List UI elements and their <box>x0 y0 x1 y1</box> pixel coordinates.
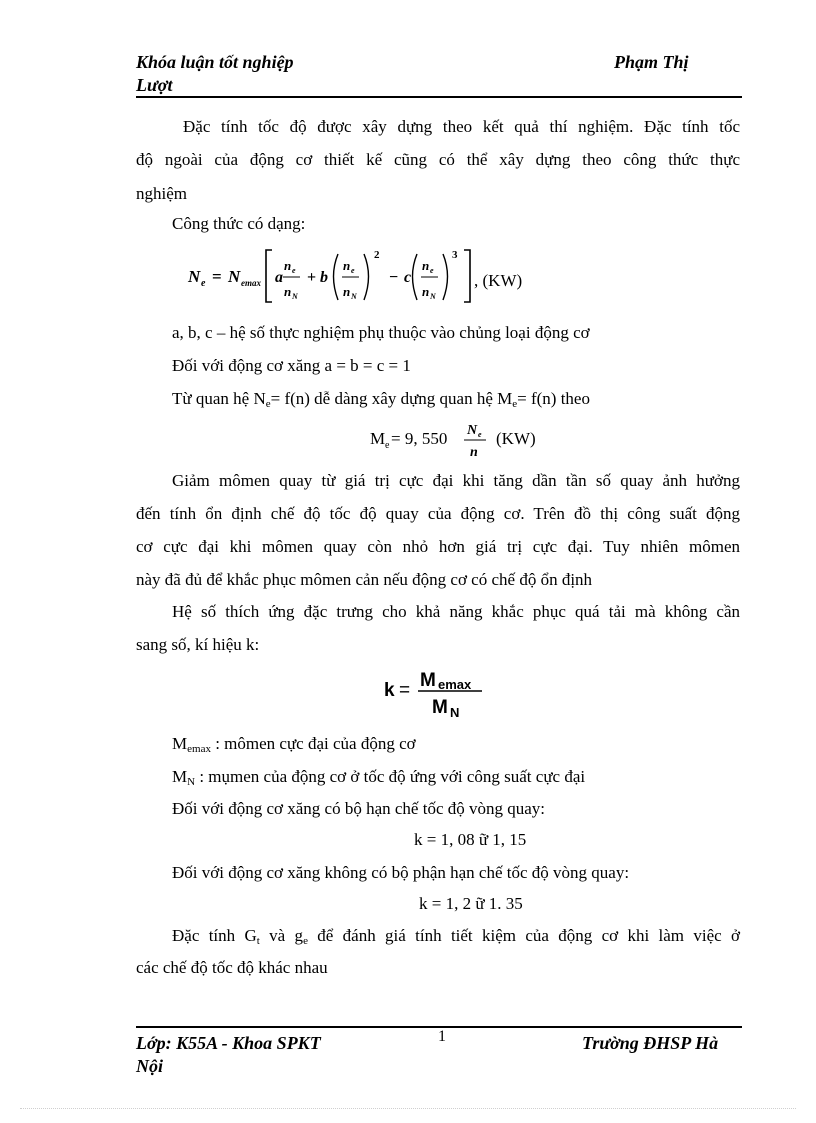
definition-mn: $M_N$ : mụmen của động cơ ở tốc độ ứng với công suất cực đại <box>172 767 586 788</box>
f2-unit: (KW) <box>496 429 536 448</box>
paragraph-3-line-1: Hệ số thích ứng đặc trưng cho khả năng khắc phục quá tải mà không cần <box>172 602 740 621</box>
paragraph-4-line-1: Đặc tính $G_t$ và $g_e$ để đánh giá tính tiết kiệm của động cơ khi làm việc ở <box>172 926 740 947</box>
footer-class-info: Lớp: K55A - Khoa SPKT <box>136 1033 321 1053</box>
f1-exp2: 2 <box>374 249 380 261</box>
paragraph-2-line-3: cơ cực đại khi mômen quay còn nhỏ hơn giá trị cực đại. Tuy nhiên mômen <box>136 537 740 556</box>
paragraph-4-line-2: các chế độ tốc độ khác nhau <box>136 958 328 977</box>
f3-num: M <box>420 670 436 691</box>
header-author-wrap: Lượt <box>136 75 173 95</box>
svg-text:=: = <box>399 680 411 701</box>
f1-coef-a: a <box>275 269 283 286</box>
petrol-coefficient-note: Đối với động cơ xăng a = b = c = 1 <box>172 356 411 375</box>
svg-text:+: + <box>307 269 317 286</box>
f1-frac1-num: n <box>284 258 292 273</box>
torque-formula-graphic <box>370 418 560 462</box>
svg-text:e: e <box>292 266 296 275</box>
svg-text:e: e <box>430 266 434 275</box>
k-range-without-limiter: k = 1, 2 ữ 1. 35 <box>419 894 523 913</box>
torque-formula <box>370 418 560 467</box>
f1-coef-b: b <box>320 269 328 286</box>
f1-frac2-den: n <box>343 284 351 299</box>
f1-frac2-num: n <box>343 258 351 273</box>
formula-intro: Công thức có dạng: <box>172 214 306 233</box>
svg-text:=: = <box>212 267 222 286</box>
adaptation-formula-graphic <box>382 663 492 721</box>
paragraph-2-line-1: Giảm mômen quay từ giá trị cực đại khi tăng dần tần số quay ảnh hưởng <box>172 471 740 490</box>
f2-rhs: = 9, 550 <box>391 429 448 448</box>
page-number: 1 <box>438 1028 446 1045</box>
f2-num: N <box>467 423 478 438</box>
paragraph-1-line-3: nghiệm <box>136 184 187 203</box>
f1-unit: , (KW) <box>474 271 523 290</box>
svg-text:N: N <box>430 292 436 301</box>
power-formula <box>186 244 526 313</box>
footer-university: Trường ĐHSP Hà <box>582 1033 719 1053</box>
relation-line: Từ quan hệ $N_e= f(n)$ dễ dàng xây dựng quan hệ $M_e= f(n)$ theo <box>172 389 590 410</box>
footer-class-info-wrap: Nội <box>136 1056 163 1076</box>
svg-text:−: − <box>389 269 399 286</box>
f1-nmax-sub: emax <box>241 278 261 288</box>
svg-text:N: N <box>351 292 357 301</box>
definition-memax: $M_{emax}$ : mômen cực đại của động cơ <box>172 734 416 755</box>
f2-lhs: M <box>370 429 386 448</box>
f1-frac1-den: n <box>284 284 292 299</box>
f2-den: n <box>470 445 478 460</box>
f1-nmax: N <box>228 267 241 286</box>
header-thesis-title: Khóa luận tốt nghiệp <box>136 52 294 72</box>
svg-text:N: N <box>292 292 298 301</box>
with-limiter-note: Đối với động cơ xăng có bộ hạn chế tốc độ vòng quay: <box>172 799 546 818</box>
coefficient-note: a, b, c – hệ số thực nghiệm phụ thuộc vào chủng loại động cơ <box>172 323 590 342</box>
f2-lhs-sub: e <box>385 440 390 451</box>
paragraph-1-line-2: độ ngoài của động cơ thiết kế cũng có thể xây dựng theo công thức thực <box>136 150 740 169</box>
paragraph-2-line-4: này đã đủ để khắc phục mômen cản nếu động cơ có chế độ ổn định <box>136 570 593 589</box>
f3-num-sub: emax <box>438 677 472 692</box>
f1-frac3-den: n <box>422 284 430 299</box>
f3-den-sub: N <box>450 705 460 720</box>
without-limiter-note: Đối với động cơ xăng không có bộ phận hạn chế tốc độ vòng quay: <box>172 863 630 882</box>
header-rule <box>136 96 742 98</box>
f1-frac3-num: n <box>422 258 430 273</box>
svg-text:e: e <box>351 266 355 275</box>
f1-lhs: N <box>188 267 201 286</box>
page-bottom-edge <box>20 1108 796 1109</box>
paragraph-2-line-2: đến tính ổn định chế độ tốc độ quay của động cơ. Trên đồ thị công suất động <box>136 504 740 523</box>
f3-den: M <box>432 697 448 718</box>
adaptation-coefficient-formula <box>382 663 492 726</box>
paragraph-3-line-2: sang số, kí hiệu k: <box>136 635 260 654</box>
svg-text:e: e <box>478 430 482 439</box>
paragraph-1-line-1: Đặc tính tốc độ được xây dựng theo kết quả thí nghiệm. Đặc tính tốc <box>183 117 740 136</box>
f1-lhs-sub: e <box>201 278 206 289</box>
f3-lhs: k <box>384 680 395 701</box>
power-formula-graphic <box>186 244 526 308</box>
f1-coef-c: c <box>404 269 412 286</box>
k-range-with-limiter: k = 1, 08 ữ 1, 15 <box>414 830 527 849</box>
header-author: Phạm Thị <box>614 52 689 72</box>
f1-exp3: 3 <box>452 249 458 261</box>
